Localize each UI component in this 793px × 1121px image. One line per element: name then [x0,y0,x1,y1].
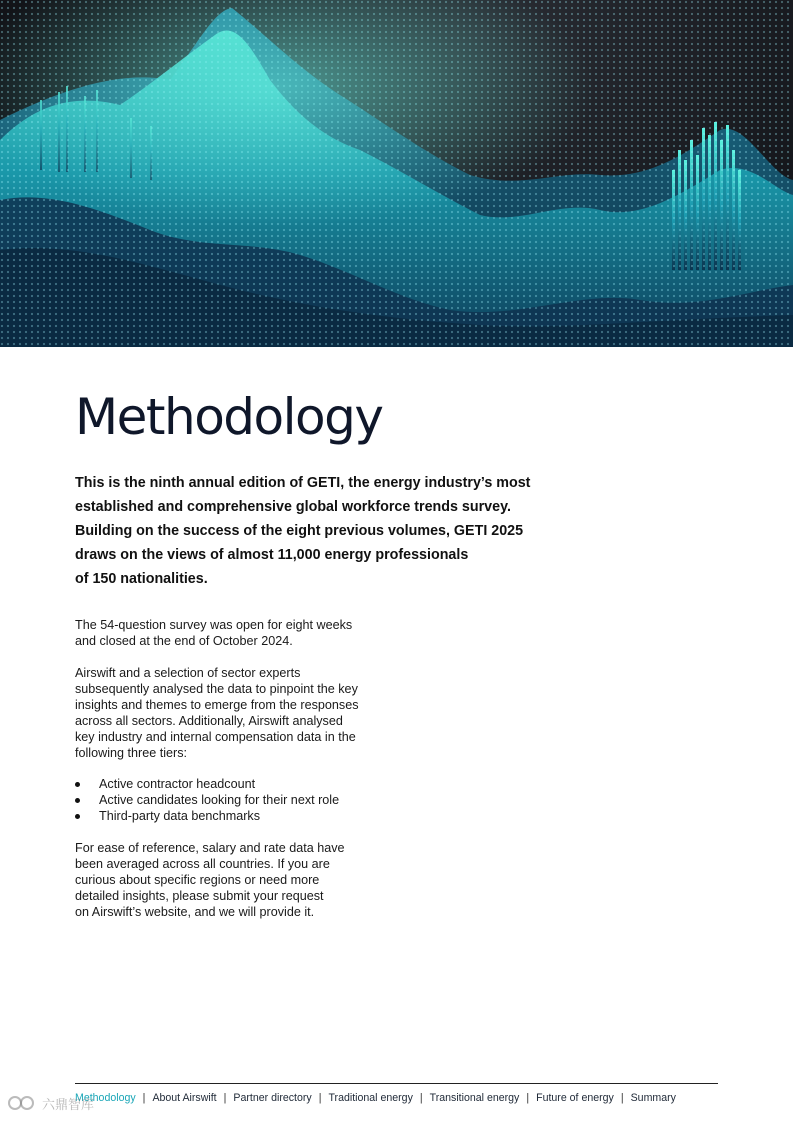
lead-line: Building on the success of the eight previous volumes, GETI 2025 [75,523,524,539]
hero-image [0,0,793,347]
body-line: The 54-question survey was open for eight weeks [75,618,353,632]
body-line: subsequently analysed the data to pinpoint the key [75,682,358,696]
footer-link-transitional-energy[interactable]: Transitional energy [429,1092,520,1104]
survey-period-paragraph [75,617,395,649]
footer-link-about-airswift[interactable]: About Airswift [152,1092,217,1104]
footer-separator: | [620,1092,624,1104]
analysis-paragraph [75,665,395,761]
footer-link-methodology[interactable]: Methodology [75,1092,136,1104]
footer-separator: | [526,1092,530,1104]
list-item [75,808,395,824]
footer-link-partner-directory[interactable]: Partner directory [233,1092,312,1104]
body-line: key industry and internal compensation data in the [75,730,356,744]
footer-separator: | [318,1092,322,1104]
lead-line: This is the ninth annual edition of GETI, the energy industry’s most [75,475,531,491]
list-item-label: Third-party data benchmarks [99,809,260,823]
body-line: on Airswift’s website, and we will provide it. [75,905,315,919]
body-line: Airswift and a selection of sector experts [75,666,301,680]
reference-paragraph [75,840,395,920]
body-line: detailed insights, please submit your request [75,889,324,903]
lead-line: of 150 nationalities. [75,571,208,587]
list-item-label: Active contractor headcount [99,777,256,791]
lead-line: draws on the views of almost 11,000 energy professionals [75,547,469,563]
body-line: following three tiers: [75,746,187,760]
watermark-text: 六鼎智库 [42,1097,95,1113]
tiers-list [75,776,395,824]
footer-separator: | [419,1092,423,1104]
lead-line: established and comprehensive global workforce trends survey. [75,499,511,515]
footer-divider [75,1083,718,1084]
footer-separator: | [142,1092,146,1104]
lead-paragraph [75,471,555,591]
watermark-logo-icon [8,1093,38,1113]
bullet-icon [75,814,80,819]
body-line: been averaged across all countries. If you are [75,857,330,871]
footer-nav [75,1092,735,1104]
list-item [75,776,395,792]
bullet-icon [75,798,80,803]
body-line: and closed at the end of October 2024. [75,634,293,648]
list-item-label: Active candidates looking for their next role [99,793,340,807]
footer-separator: | [223,1092,227,1104]
footer-link-traditional-energy[interactable]: Traditional energy [328,1092,413,1104]
footer-link-future-of-energy[interactable]: Future of energy [536,1092,614,1104]
footer-link-summary[interactable]: Summary [630,1092,676,1104]
watermark [8,1093,94,1113]
page-title: Methodology [75,388,383,446]
teal-particle-landscape-image [0,0,793,347]
bullet-icon [75,782,80,787]
list-item [75,792,395,808]
body-line: across all sectors. Additionally, Airswift analysed [75,714,343,728]
body-line: curious about specific regions or need more [75,873,320,887]
body-line: For ease of reference, salary and rate data have [75,841,345,855]
body-line: insights and themes to emerge from the responses [75,698,359,712]
